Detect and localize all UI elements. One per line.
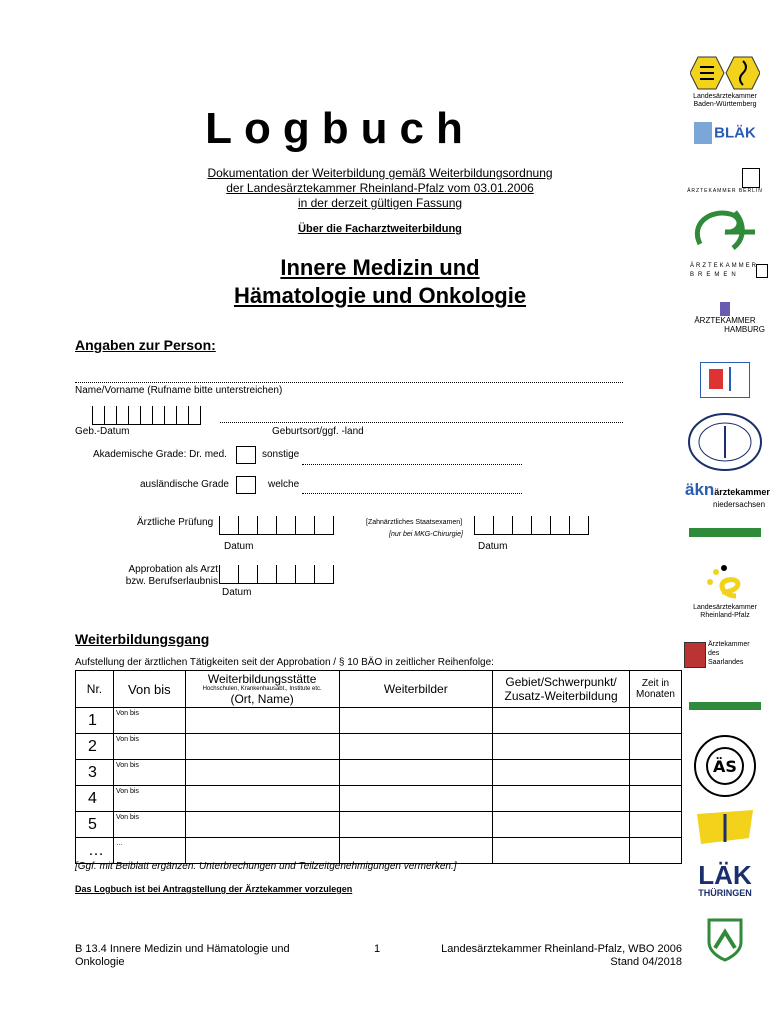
header-vonbis-label: Von bis (128, 681, 171, 697)
zahn-date-field[interactable] (474, 516, 589, 535)
saar-name-1: Ärztekammer (708, 641, 750, 648)
sachsen-anhalt-seal-icon (693, 734, 757, 798)
row-vonbis-cell[interactable] (113, 812, 185, 838)
page-number: 1 (374, 943, 381, 955)
logo-sachsen (680, 702, 770, 710)
logo-blaek (680, 122, 770, 144)
akn-aerztekammer: ärztekammer (714, 487, 770, 497)
akad-grade-label: Akademische Grade: Dr. med. (93, 449, 227, 460)
logo-westfalen-lippe (680, 918, 770, 964)
table-row (76, 760, 682, 786)
row-vonbis: Von bis (115, 710, 139, 717)
header-nr-label: Nr. (86, 682, 103, 696)
row-vonbis-cell[interactable] (113, 786, 185, 812)
facharzt-title-line-1: Innere Medizin und (280, 255, 480, 280)
header-nr (76, 671, 114, 708)
laek-name: LÄK (698, 860, 752, 890)
logo-rheinland-pfalz (680, 562, 770, 620)
header-zeit-label: Zeit in (641, 678, 670, 689)
row-zeit-cell[interactable] (630, 734, 682, 760)
facharzt-title-line-2: Hämatologie und Onkologie (233, 283, 527, 308)
sonstige-label: sonstige (262, 449, 300, 460)
westfalen-lippe-shield-icon (707, 918, 743, 962)
birthdate-label: Geb.-Datum (75, 426, 130, 437)
bremen-name-2: BREMEN (690, 272, 740, 278)
saar-name-3: Saarlandes (708, 659, 744, 666)
berlin-name: ÄRZTEKAMMER BERLIN (687, 188, 763, 194)
row-nr: 4 (76, 786, 114, 812)
logo-mecklenburg-vorpommern (680, 412, 770, 474)
logo-baden-wuerttemberg (680, 55, 770, 109)
birthplace-line[interactable] (220, 422, 623, 423)
row-gebiet-cell[interactable] (493, 838, 630, 864)
row-weiterbilder-cell[interactable] (339, 812, 493, 838)
zahn-label: [Zahnärztliches Staatsexamen] (366, 519, 463, 526)
pruefung-date-field[interactable] (219, 516, 334, 535)
row-vonbis: Von bis (115, 788, 139, 795)
row-vonbis: … (115, 840, 123, 847)
table-row (76, 786, 682, 812)
birthplace-label: Geburtsort/ggf. -land (272, 426, 364, 437)
saarland-shield-icon (684, 642, 706, 668)
row-staette-cell[interactable] (185, 734, 339, 760)
row-vonbis: Von bis (115, 736, 139, 743)
logo-saarland (680, 640, 770, 667)
table-row (76, 812, 682, 838)
welche-label: welche (268, 479, 300, 490)
row-weiterbilder-cell[interactable] (339, 786, 493, 812)
table-row (76, 708, 682, 734)
sonstige-line[interactable] (302, 464, 522, 465)
name-label: Name/Vorname (Rufname bitte unterstreichen) (75, 385, 283, 396)
intro-line-1: Dokumentation der Weiterbildung gemäß Weiterbildungsordnung (207, 166, 553, 180)
svg-text:ÄS: ÄS (713, 757, 737, 776)
akn-niedersachsen: niedersachsen (713, 500, 766, 509)
ueber-label: Über die Facharztweiterbildung (298, 223, 462, 235)
dr-med-checkbox[interactable] (236, 446, 256, 464)
footer-left-line-2: Onkologie (75, 956, 125, 968)
row-nr: … (76, 838, 114, 864)
berlin-bear-icon (742, 168, 760, 188)
footer-left (75, 943, 290, 969)
row-gebiet-cell[interactable] (493, 734, 630, 760)
bremen-name-1: ÄRZTEKAMMER (690, 263, 759, 269)
rlp-name-2: Rheinland-Pfalz (700, 612, 750, 619)
header-zusatz-label: Zusatz-Weiterbildung (504, 689, 618, 703)
logo-niedersachsen (680, 480, 770, 509)
row-staette-cell[interactable] (185, 786, 339, 812)
row-vonbis-cell[interactable] (113, 708, 185, 734)
facharzt-title (0, 254, 760, 310)
footer-left-line-1: B 13.4 Innere Medizin und Hämatologie und (75, 943, 290, 955)
nordrhein-banner-icon (689, 528, 761, 537)
logo-sachsen-anhalt (680, 734, 770, 800)
row-zeit-cell[interactable] (630, 786, 682, 812)
saar-name-2: des (708, 650, 720, 657)
table-note: [Ggf. mit Beiblatt ergänzen. Unterbrechungen und Teilzeitgenehmigungen vermerken.] (75, 861, 457, 872)
weiterbildung-table (75, 670, 682, 864)
row-vonbis-cell[interactable] (113, 734, 185, 760)
row-zeit-cell[interactable] (630, 760, 682, 786)
person-heading: Angaben zur Person: (75, 337, 216, 353)
header-zeit (630, 671, 682, 708)
approbation-label (90, 564, 218, 588)
brandenburg-emblem-icon (685, 204, 765, 252)
logo-schleswig-holstein (680, 808, 770, 850)
bw-emblem-icon (690, 55, 760, 91)
vorlegen-note: Das Logbuch ist bei Antragstellung der Ärztekammer vorzulegen (75, 884, 353, 894)
pruefung-label: Ärztliche Prüfung (137, 517, 214, 528)
bw-name-1: Landesärztekammer (693, 93, 757, 100)
logo-nordrhein (680, 528, 770, 537)
name-line[interactable] (75, 382, 623, 383)
row-weiterbilder-cell[interactable] (339, 708, 493, 734)
blaek-name: BLÄK (714, 124, 756, 142)
logo-thueringen (680, 862, 770, 898)
rlp-name-1: Landesärztekammer (693, 604, 757, 611)
footer-right-line-2: Stand 04/2018 (610, 956, 682, 968)
header-staette-sub: Hochschulen, Krankenhausabt., Institute etc. (202, 686, 322, 692)
row-gebiet-cell[interactable] (493, 812, 630, 838)
mkg-label: [nur bei MKG-Chirurgie] (389, 531, 463, 538)
auslaendische-grade-label: ausländische Grade (140, 479, 229, 490)
hessen-emblem-icon (700, 362, 750, 398)
sh-emblem-icon (693, 808, 757, 848)
row-zeit-cell[interactable] (630, 708, 682, 734)
row-nr: 5 (76, 812, 114, 838)
auslaendische-grade-checkbox[interactable] (236, 476, 256, 494)
header-monaten-label: Monaten (636, 689, 675, 700)
logo-hamburg (680, 302, 770, 334)
sachsen-banner-icon (689, 702, 761, 710)
header-vonbis (113, 671, 185, 708)
header-gebiet-label: Gebiet/Schwerpunkt/ (505, 675, 617, 689)
row-nr: 1 (76, 708, 114, 734)
birthdate-field[interactable] (92, 406, 201, 425)
row-vonbis-cell[interactable] (113, 760, 185, 786)
approbation-label-line-2: bzw. Berufserlaubnis (125, 576, 218, 587)
row-weiterbilder-cell[interactable] (339, 734, 493, 760)
header-gebiet (493, 671, 630, 708)
table-row (76, 734, 682, 760)
header-staette (185, 671, 339, 708)
weiterbildung-heading: Weiterbildungsgang (75, 631, 210, 647)
aufstellung-text: Aufstellung der ärztlichen Tätigkeiten seit der Approbation / § 10 BÄO in zeitlicher Reihenfolge: (75, 657, 494, 668)
row-vonbis: Von bis (115, 762, 139, 769)
intro-line-2: der Landesärztekammer Rheinland-Pfalz vom 03.01.2006 (226, 181, 534, 195)
akn-name: äkn (685, 480, 715, 499)
intro-text (0, 166, 760, 211)
row-gebiet-cell[interactable] (493, 760, 630, 786)
row-nr: 2 (76, 734, 114, 760)
document-title: Logbuch (205, 104, 475, 153)
row-vonbis-cell[interactable] (113, 838, 185, 864)
table-row (76, 838, 682, 864)
approbation-date-field[interactable] (219, 565, 334, 584)
thueringen-name: THÜRINGEN (698, 888, 752, 898)
approbation-label-line-1: Approbation als Arzt (128, 564, 218, 575)
row-zeit-cell[interactable] (630, 838, 682, 864)
row-zeit-cell[interactable] (630, 812, 682, 838)
table-header-row (76, 671, 682, 708)
header-staette-ort: (Ort, Name) (230, 692, 294, 706)
bw-name-2: Baden-Württemberg (693, 101, 757, 108)
row-weiterbilder-cell[interactable] (339, 760, 493, 786)
row-staette-cell[interactable] (185, 708, 339, 734)
logo-bremen (680, 262, 770, 280)
mv-seal-icon (685, 412, 765, 472)
footer-right (400, 943, 682, 969)
header-weiterbilder (339, 671, 493, 708)
hamburg-name-1: ÄRZTEKAMMER (694, 316, 756, 325)
approbation-date-label: Datum (222, 587, 252, 598)
row-staette-cell[interactable] (185, 838, 339, 864)
row-staette-cell[interactable] (185, 812, 339, 838)
hamburg-name-2: HAMBURG (724, 325, 765, 334)
logo-brandenburg (680, 204, 770, 254)
row-weiterbilder-cell[interactable] (339, 838, 493, 864)
row-vonbis: Von bis (115, 814, 139, 821)
header-staette-label: Weiterbildungsstätte (207, 672, 317, 686)
intro-line-3: in der derzeit gültigen Fassung (297, 196, 463, 210)
hamburg-emblem-icon (720, 302, 730, 316)
welche-line[interactable] (302, 493, 522, 494)
footer-right-line-1: Landesärztekammer Rheinland-Pfalz, WBO 2006 (441, 943, 682, 955)
logo-berlin (680, 168, 770, 194)
zahn-date-label: Datum (478, 541, 508, 552)
header-weiterbilder-label: Weiterbilder (383, 682, 448, 696)
row-gebiet-cell[interactable] (493, 786, 630, 812)
row-staette-cell[interactable] (185, 760, 339, 786)
rlp-emblem-icon (702, 562, 748, 602)
logo-hessen (680, 362, 770, 398)
pruefung-date-label: Datum (224, 541, 254, 552)
row-nr: 3 (76, 760, 114, 786)
row-gebiet-cell[interactable] (493, 708, 630, 734)
bremen-key-icon (756, 264, 768, 278)
blaek-shield-icon (694, 122, 712, 144)
